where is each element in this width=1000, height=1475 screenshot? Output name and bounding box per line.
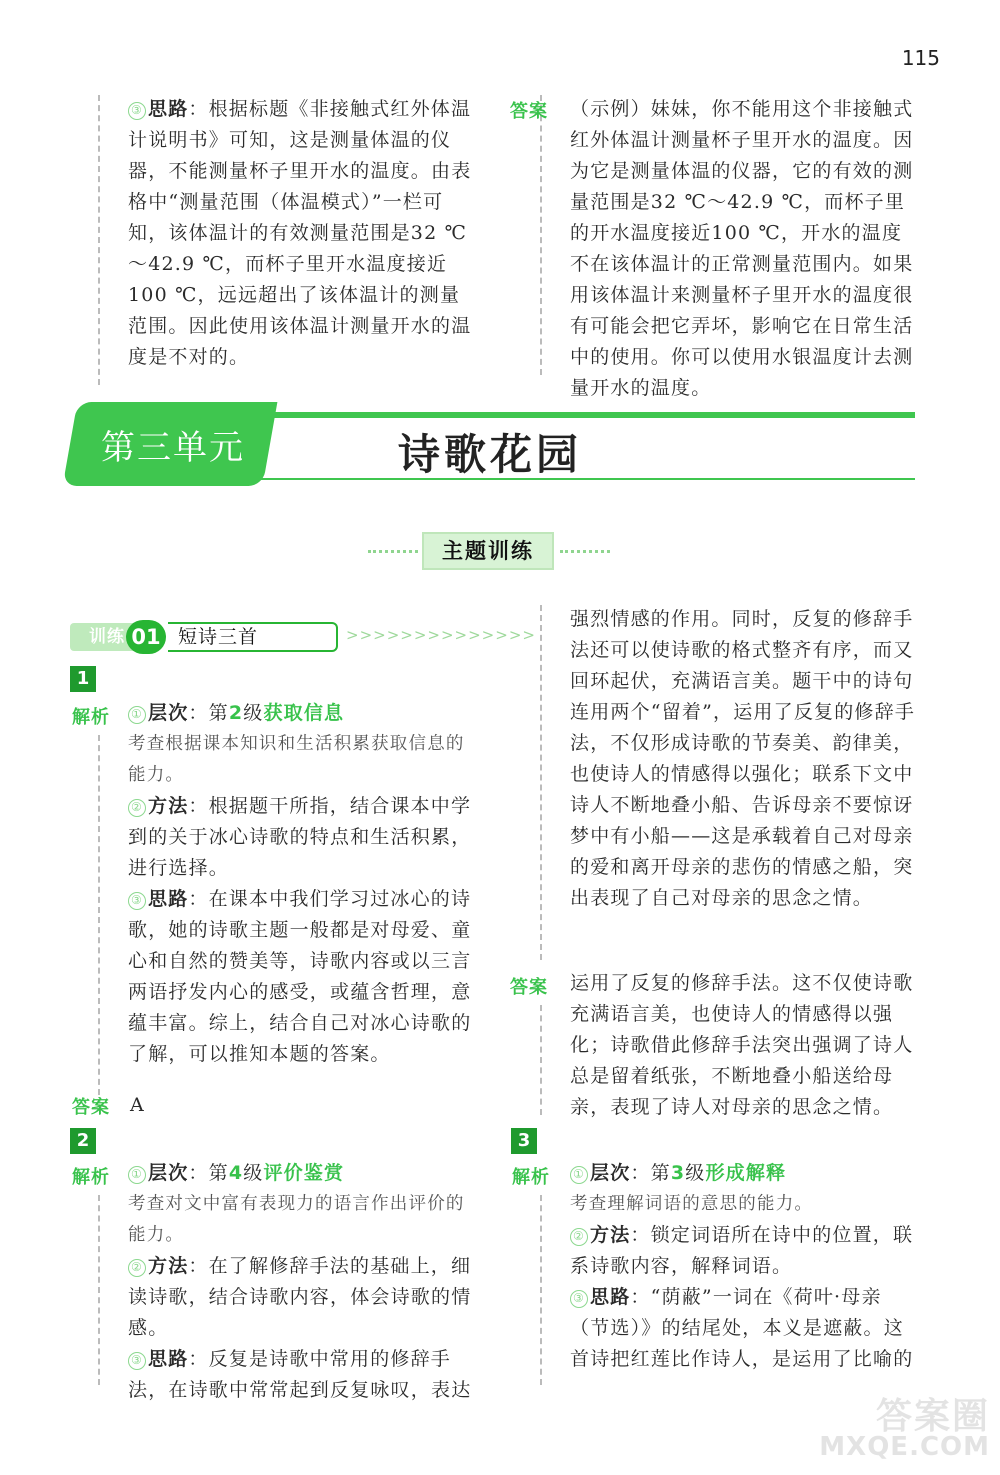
- idea-text: ：反复是诗歌中常用的修辞手法，在诗歌中常常起到反复咏叹，表达: [128, 1348, 472, 1401]
- q1-answer: A: [130, 1094, 145, 1116]
- watermark-bottom: MXQE.COM: [819, 1432, 990, 1462]
- circle-three-icon: ③: [128, 1352, 146, 1370]
- watermark-logo: [760, 1388, 990, 1468]
- level-text: ：第: [630, 1162, 671, 1184]
- level-name: 形成解释: [705, 1162, 787, 1184]
- column-divider: [98, 1195, 100, 1385]
- idea-text: ：“荫蔽”一词在《荷叶·母亲（节选）》的结尾处，本义是遮蔽。这首诗把红莲比作诗人，是运用了比喻的: [570, 1286, 914, 1370]
- circle-two-icon: ②: [570, 1228, 588, 1246]
- method-text: ：锁定词语所在诗中的位置，联系诗歌内容，解释词语。: [570, 1224, 914, 1277]
- q3-level-line: [570, 1158, 918, 1189]
- column-divider: [540, 1195, 542, 1385]
- unit-badge-label: 第三单元: [101, 428, 245, 468]
- answer-tag: 答案: [510, 101, 548, 122]
- q3-idea: [570, 1282, 918, 1375]
- column-divider: [98, 95, 100, 385]
- q1-idea: [128, 884, 476, 1070]
- level-name: 获取信息: [263, 702, 345, 724]
- column-divider: [540, 95, 542, 375]
- method-text: ：在了解修辞手法的基础上，细读诗歌，结合诗歌内容，体会诗歌的情感。: [128, 1255, 472, 1339]
- answer-tag: 答案: [510, 977, 548, 998]
- question-number-1: 1: [70, 666, 96, 692]
- circle-three-icon: ③: [128, 102, 146, 120]
- idea-keyword: 思路: [590, 1286, 631, 1308]
- q1-analysis: [128, 698, 476, 1070]
- training-title: 短诗三首: [168, 622, 338, 652]
- top-left-text: ：根据标题《非接触式红外体温计说明书》可知，这是测量体温的仪器，不能测量杯子里开水的温度。由表格中“测量范围（体温模式）”一栏可知，该体温计的有效测量范围是32 ℃～42.9 ℃，而杯子里开水温度接近100 ℃，远远超出了该体温计的测量范围。因此使用该体温计测量开水的温度是不对的。: [128, 98, 472, 368]
- level-keyword: 层次: [148, 702, 189, 724]
- theme-dots-left: [368, 550, 418, 554]
- level-name: 评价鉴赏: [263, 1162, 345, 1184]
- theme-header: [360, 528, 610, 578]
- circle-three-icon: ③: [128, 892, 146, 910]
- circle-one-icon: ①: [128, 1166, 146, 1184]
- level-number: 2: [228, 702, 244, 724]
- level-suffix: 级: [243, 702, 264, 724]
- analysis-tag: 解析: [72, 1167, 110, 1188]
- idea-keyword: 思路: [148, 98, 189, 120]
- q2-level-line: [128, 1158, 476, 1189]
- training-number: 01: [126, 620, 166, 654]
- training-bar: [70, 620, 536, 654]
- method-keyword: 方法: [148, 795, 189, 817]
- idea-keyword: 思路: [148, 888, 189, 910]
- q3-analysis: [570, 1158, 918, 1375]
- analysis-tag: 解析: [72, 707, 110, 728]
- level-keyword: 层次: [590, 1162, 631, 1184]
- q3-level-desc: 考查理解词语的意思的能力。: [570, 1194, 814, 1214]
- level-text: ：第: [188, 1162, 229, 1184]
- level-text: ：第: [188, 702, 229, 724]
- q2-answer: 运用了反复的修辞手法。这不仅使诗歌充满语言美，也使诗人的情感得以强化；诗歌借此修辞手法突出强调了诗人总是留着纸张，不断地叠小船送给母亲，表现了诗人对母亲的思念之情。: [570, 972, 914, 1118]
- method-keyword: 方法: [148, 1255, 189, 1277]
- q3-method: [570, 1220, 918, 1282]
- question-number-3: 3: [511, 1128, 537, 1154]
- unit-banner-line: [250, 412, 915, 418]
- level-number: 4: [228, 1162, 244, 1184]
- top-right-paragraph: （示例）妹妹，你不能用这个非接触式红外体温计测量杯子里开水的温度。因为它是测量体温的仪器，它的有效的测量范围是32 ℃～42.9 ℃，而杯子里的开水温度接近100 ℃，开水的温度不在该体温计的正常测量范围内。如果用该体温计来测量杯子里开水的温度很有可能会把它弄坏，影响它在日常生活中的使用。你可以使用水银温度计去测量开水的温度。: [570, 98, 914, 399]
- watermark-top: 答案圈: [875, 1396, 990, 1437]
- q2-method: [128, 1251, 476, 1344]
- analysis-tag: 解析: [512, 1167, 550, 1188]
- circle-one-icon: ①: [128, 706, 146, 724]
- question-number-2: 2: [70, 1128, 96, 1154]
- q2-level-desc: 考查对文中富有表现力的语言作出评价的能力。: [128, 1194, 465, 1245]
- column-divider: [540, 605, 542, 960]
- level-keyword: 层次: [148, 1162, 189, 1184]
- circle-two-icon: ②: [128, 799, 146, 817]
- method-keyword: 方法: [590, 1224, 631, 1246]
- idea-text: ：在课本中我们学习过冰心的诗歌，她的诗歌主题一般都是对母爱、童心和自然的赞美等，诗歌内容或以三言两语抒发内心的感受，或蕴含哲理，意蕴丰富。综上，结合自己对冰心诗歌的了解，可以推知本题的答案。: [128, 888, 472, 1065]
- training-arrows: >>>>>>>>>>>>>>: [346, 626, 536, 644]
- circle-two-icon: ②: [128, 1259, 146, 1277]
- circle-three-icon: ③: [570, 1290, 588, 1308]
- q2-analysis: [128, 1158, 476, 1406]
- column-divider: [98, 735, 100, 1095]
- answer-tag: 答案: [72, 1097, 110, 1118]
- theme-dots-right: [560, 550, 610, 554]
- column-divider: [540, 1005, 542, 1115]
- level-suffix: 级: [243, 1162, 264, 1184]
- unit-title: 诗歌花园: [397, 430, 582, 479]
- q1-level-line: [128, 698, 476, 729]
- idea-keyword: 思路: [148, 1348, 189, 1370]
- top-left-paragraph: [128, 94, 476, 373]
- circle-one-icon: ①: [570, 1166, 588, 1184]
- level-number: 3: [670, 1162, 686, 1184]
- q1-level-desc: 考查根据课本知识和生活积累获取信息的能力。: [128, 734, 465, 785]
- method-text: ：根据题干所指，结合课本中学到的关于冰心诗歌的特点和生活积累，进行选择。: [128, 795, 472, 879]
- q2-idea: [128, 1344, 476, 1406]
- q1-method: [128, 791, 476, 884]
- theme-title: 主题训练: [422, 532, 554, 570]
- q2-continuation: 强烈情感的作用。同时，反复的修辞手法还可以使诗歌的格式整齐有序，而又回环起伏，充满语言美。题干中的诗句连用两个“留着”，运用了反复的修辞手法，不仅形成诗歌的节奏美、韵律美，也使诗人的情感得以强化；联系下文中诗人不断地叠小船、告诉母亲不要惊讶梦中有小船——这是承载着自己对母亲的爱和离开母亲的悲伤的情感之船，突出表现了自己对母亲的思念之情。: [570, 608, 916, 909]
- training-label: 训练: [70, 623, 144, 651]
- level-suffix: 级: [685, 1162, 706, 1184]
- page-number: 115: [901, 46, 940, 70]
